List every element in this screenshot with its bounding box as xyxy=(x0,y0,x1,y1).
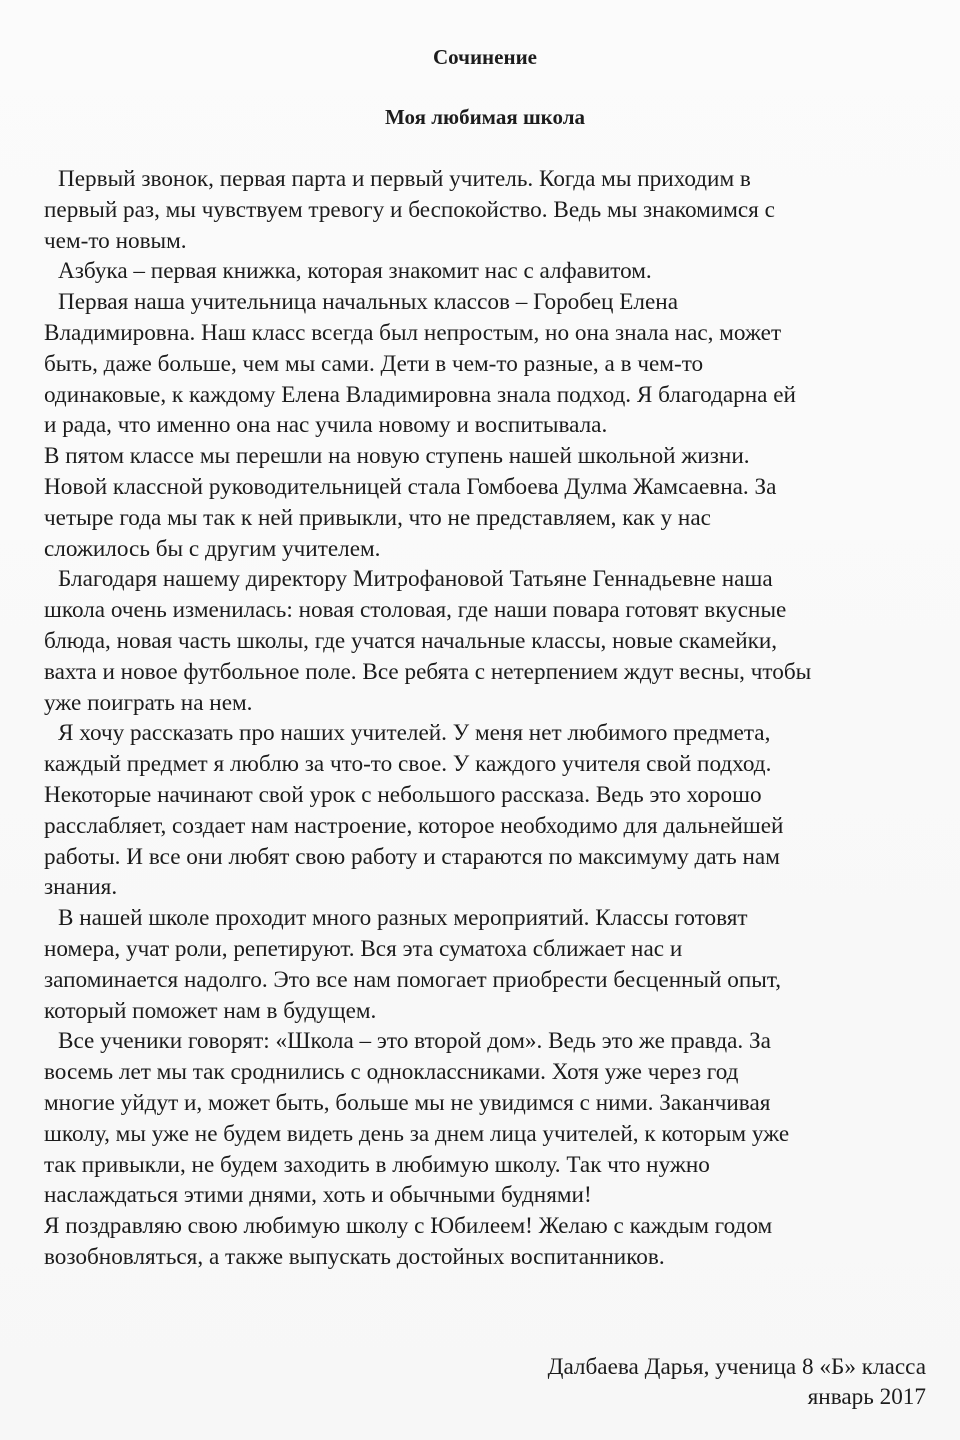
essay-line: школу, мы уже не будем видеть день за днем лица учителей, к которым уже xyxy=(44,1120,790,1147)
essay-line: сложилось бы с другим учителем. xyxy=(44,535,381,562)
essay-line: четыре года мы так к ней привыкли, что не представляем, как у нас xyxy=(44,504,711,531)
essay-line: каждый предмет я люблю за что-то свое. У каждого учителя свой подход. xyxy=(44,751,772,778)
author-line: Далбаева Дарья, ученица 8 «Б» класса xyxy=(547,1354,926,1380)
essay-line: запоминается надолго. Это все нам помогает приобрести бесценный опыт, xyxy=(44,966,782,993)
essay-body xyxy=(44,164,924,1273)
essay-line: чем-то новым. xyxy=(44,227,187,254)
essay-line: Владимировна. Наш класс всегда был непростым, но она знала нас, может xyxy=(44,319,782,346)
essay-line: возобновляться, а также выпускать достойных воспитанников. xyxy=(44,1243,665,1270)
essay-line: Первая наша учительница начальных классов – Горобец Елена xyxy=(58,289,678,316)
essay-line: школа очень изменилась: новая столовая, где наши повара готовят вкусные xyxy=(44,597,787,624)
essay-line: уже поиграть на нем. xyxy=(44,689,253,716)
essay-line: расслабляет, создает нам настроение, которое необходимо для дальнейшей xyxy=(44,812,784,839)
essay-line: В нашей школе проходит много разных мероприятий. Классы готовят xyxy=(58,905,748,932)
essay-line: номера, учат роли, репетируют. Вся эта суматоха сближает нас и xyxy=(44,935,683,962)
essay-line: многие уйдут и, может быть, больше мы не увидимся с ними. Заканчивая xyxy=(44,1089,771,1116)
essay-label: Сочинение xyxy=(432,45,537,69)
essay-line: и рада, что именно она нас учила новому и воспитывала. xyxy=(44,412,608,439)
essay-line: так привыкли, не будем заходить в любимую школу. Так что нужно xyxy=(44,1151,710,1178)
essay-line: который поможет нам в будущем. xyxy=(44,997,377,1024)
signature-block xyxy=(548,1352,926,1412)
essay-line: одинаковые, к каждому Елена Владимировна знала подход. Я благодарна ей xyxy=(44,381,796,408)
essay-line: работы. И все они любят свою работу и стараются по максимуму дать нам xyxy=(44,843,780,870)
essay-line: наслаждаться этими днями, хоть и обычными буднями! xyxy=(44,1182,592,1209)
essay-line: Новой классной руководительницей стала Гомбоева Дулма Жамсаевна. За xyxy=(44,473,777,500)
essay-line: Первый звонок, первая парта и первый учитель. Когда мы приходим в xyxy=(58,166,751,192)
essay-line: Благодаря нашему директору Митрофановой Татьяне Геннадьевне наша xyxy=(58,566,773,593)
essay-line: В пятом классе мы перешли на новую ступень нашей школьной жизни. xyxy=(44,443,750,470)
essay-line: Некоторые начинают свой урок с небольшого рассказа. Ведь это хорошо xyxy=(44,781,762,808)
essay-line: Я хочу рассказать про наших учителей. У меня нет любимого предмета, xyxy=(58,720,771,747)
essay-line: Азбука – первая книжка, которая знакомит нас с алфавитом. xyxy=(58,258,652,285)
essay-line: восемь лет мы так сроднились с одноклассниками. Хотя уже через год xyxy=(44,1059,739,1086)
date-line: январь 2017 xyxy=(807,1384,926,1410)
essay-line: быть, даже больше, чем мы сами. Дети в чем-то разные, а в чем-то xyxy=(44,350,704,377)
essay-line: первый раз, мы чувствуем тревогу и беспокойство. Ведь мы знакомимся с xyxy=(44,196,775,223)
essay-line: блюда, новая часть школы, где учатся начальные классы, новые скамейки, xyxy=(44,627,778,654)
essay-line: Я поздравляю свою любимую школу с Юбилеем! Желаю с каждым годом xyxy=(44,1213,773,1240)
essay-title: Моя любимая школа xyxy=(384,105,585,129)
essay-line: знания. xyxy=(44,874,118,901)
essay-line: вахта и новое футбольное поле. Все ребята с нетерпением ждут весны, чтобы xyxy=(44,658,812,685)
essay-line: Все ученики говорят: «Школа – это второй дом». Ведь это же правда. За xyxy=(58,1028,771,1055)
